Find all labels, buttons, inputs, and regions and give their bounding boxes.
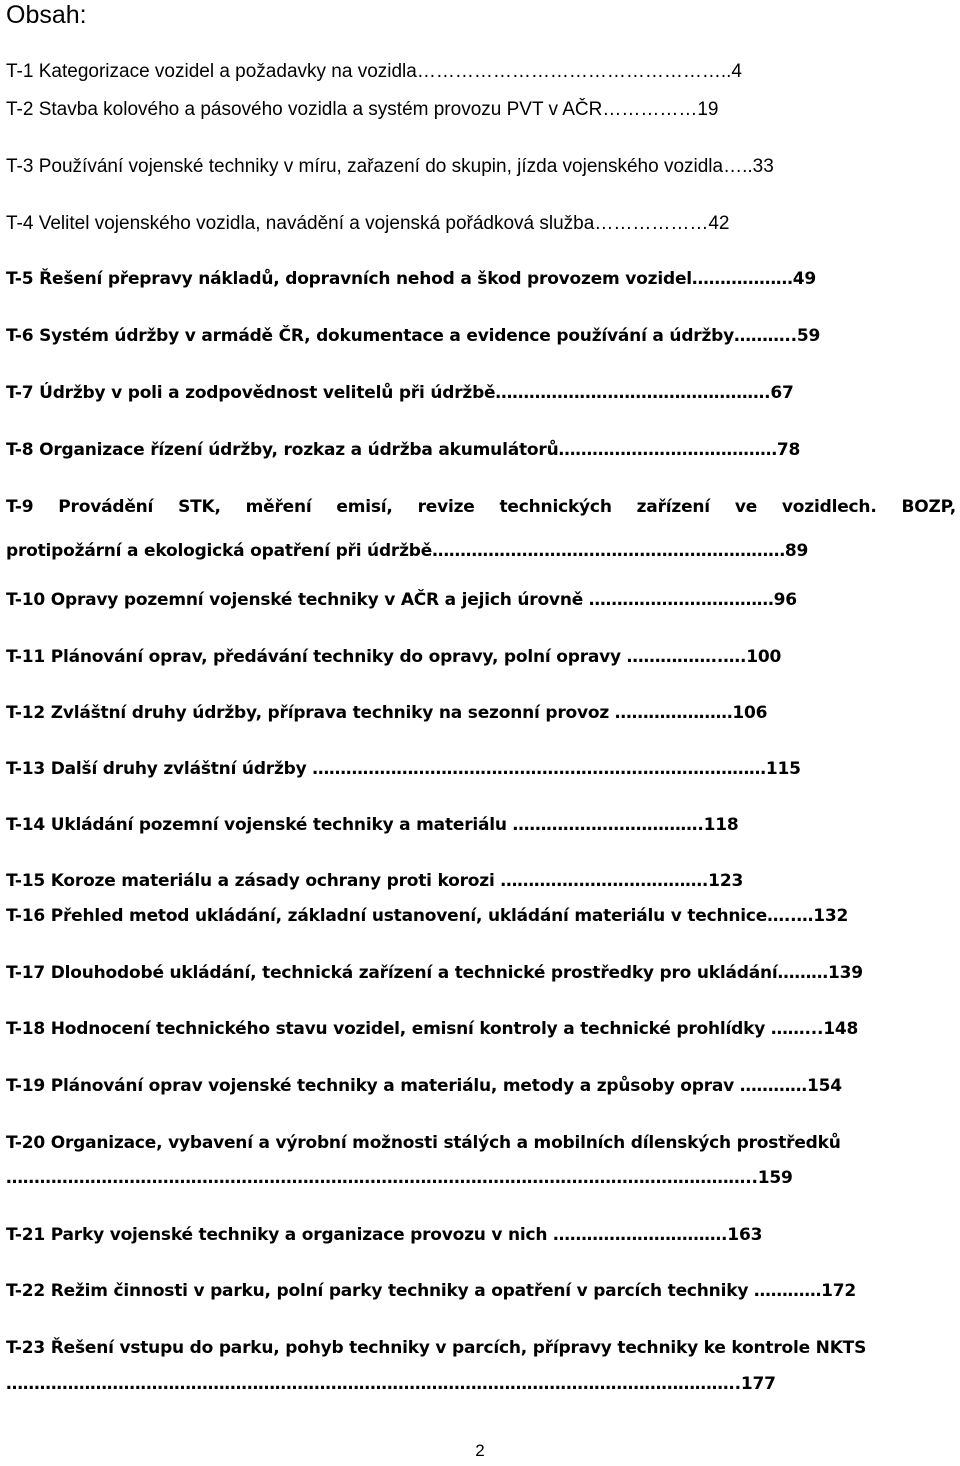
toc-entry-t3[interactable]: T-3 Používání vojenské techniky v míru, zařazení do skupin, jízda vojenského vozidla…..33 — [6, 156, 774, 177]
toc-entry-t20-line2[interactable]: ……………………………………………………………………………………………………………………..159 — [6, 1168, 793, 1188]
toc-entry-t1[interactable]: T-1 Kategorizace vozidel a požadavky na vozidla…………………………………………..4 — [6, 61, 742, 82]
toc-entry-t9-line1[interactable]: T-9 Provádění STK, měření emisí, revize technických zařízení ve vozidlech. BOZP, — [6, 497, 956, 517]
toc-entry-t18[interactable]: T-18 Hodnocení technického stavu vozidel, emisní kontroly a technické prohlídky ……...148 — [6, 1019, 859, 1039]
toc-entry-t12[interactable]: T-12 Zvláštní druhy údržby, příprava techniky na sezonní provoz …………………106 — [6, 703, 768, 723]
toc-entry-t15[interactable]: T-15 Koroze materiálu a zásady ochrany proti korozi ……………………………….123 — [6, 871, 744, 891]
toc-entry-t2[interactable]: T-2 Stavba kolového a pásového vozidla a systém provozu PVT v AČR……………19 — [6, 99, 719, 120]
toc-entry-t4[interactable]: T-4 Velitel vojenského vozidla, navádění a vojenská pořádková služba………………42 — [6, 213, 730, 234]
toc-entry-t9-line2[interactable]: protipožární a ekologická opatření při údržbě………………………………………………………89 — [6, 541, 809, 561]
toc-entry-t11[interactable]: T-11 Plánování oprav, předávání techniky do opravy, polní opravy ……………..….100 — [6, 647, 782, 667]
toc-entry-t10[interactable]: T-10 Opravy pozemní vojenské techniky v AČR a jejich úrovně ……………………………96 — [6, 590, 797, 610]
toc-entry-t8[interactable]: T-8 Organizace řízení údržby, rozkaz a údržba akumulátorů…………………………………78 — [6, 440, 801, 460]
toc-entry-t13[interactable]: T-13 Další druhy zvláštní údržby ………………………………………………………………………115 — [6, 759, 801, 779]
toc-entry-t19[interactable]: T-19 Plánování oprav vojenské techniky a materiálu, metody a způsoby oprav …………154 — [6, 1076, 842, 1096]
toc-entry-t20-line1[interactable]: T-20 Organizace, vybavení a výrobní možnosti stálých a mobilních dílenských prostředků — [6, 1133, 841, 1153]
toc-entry-t22[interactable]: T-22 Režim činnosti v parku, polní parky techniky a opatření v parcích techniky …………172 — [6, 1281, 856, 1301]
toc-entry-t5[interactable]: T-5 Řešení přepravy nákladů, dopravních nehod a škod provozem vozidel………………49 — [6, 269, 816, 289]
toc-entry-t14[interactable]: T-14 Ukládání pozemní vojenské techniky a materiálu …………………………….118 — [6, 815, 739, 835]
toc-entry-t21[interactable]: T-21 Parky vojenské techniky a organizace provozu v nich ………………………….163 — [6, 1225, 763, 1245]
toc-entry-t6[interactable]: T-6 Systém údržby v armádě ČR, dokumentace a evidence používání a údržby………..59 — [6, 326, 821, 346]
page-title: Obsah: — [6, 1, 87, 29]
toc-entry-t17[interactable]: T-17 Dlouhodobé ukládání, technická zařízení a technické prostředky pro ukládání………139 — [6, 963, 863, 983]
toc-entry-t16[interactable]: T-16 Přehled metod ukládání, základní ustanovení, ukládání materiálu v technice…..…132 — [6, 906, 849, 926]
toc-entry-t7[interactable]: T-7 Údržby v poli a zodpovědnost velitelů při údržbě………………………………………….67 — [6, 383, 794, 403]
toc-entry-t23-line2[interactable]: …………………………………………………………………………………………………………………..177 — [6, 1374, 776, 1394]
page-number: 2 — [475, 1441, 485, 1460]
toc-entry-t23-line1[interactable]: T-23 Řešení vstupu do parku, pohyb techniky v parcích, přípravy techniky ke kontrole NKTS — [6, 1338, 867, 1358]
